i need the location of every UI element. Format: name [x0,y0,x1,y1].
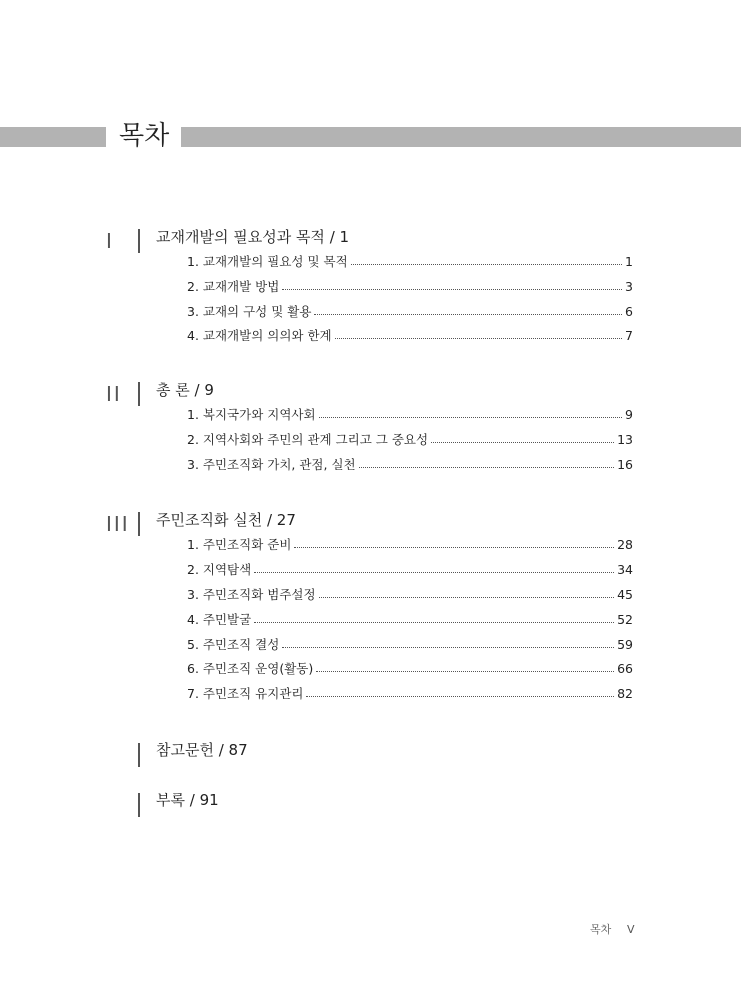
toc-entry-page: 59 [617,637,633,652]
toc-entry-page: 3 [625,279,633,294]
chapter-3-numeral: III [106,512,130,536]
footer-page-number: V [627,923,635,936]
toc-entry[interactable] [187,456,633,474]
toc-entry-page: 82 [617,686,633,701]
toc-entry-page: 1 [625,254,633,269]
title-band-left [0,127,106,147]
dot-leader [431,441,614,443]
chapter-2-title[interactable]: 총 론 / 9 [156,381,214,399]
toc-entry[interactable] [187,406,633,424]
toc-entry[interactable] [187,253,633,271]
toc-entry-page: 13 [617,432,633,447]
toc-entry-page: 28 [617,537,633,552]
chapter-2-divider [138,382,140,406]
toc-entry[interactable] [187,586,633,604]
toc-entry-label: 3. 주민조직화 가치, 관점, 실천 [187,457,356,472]
toc-entry[interactable] [187,431,633,449]
toc-entry[interactable] [187,561,633,579]
chapter-1-title[interactable]: 교재개발의 필요성과 목적 / 1 [156,228,350,246]
toc-entry[interactable] [187,660,633,678]
toc-entry[interactable] [187,636,633,654]
chapter-2-numeral: II [106,382,122,406]
toc-entry-label: 1. 복지국가와 지역사회 [187,407,316,422]
toc-entry[interactable] [187,685,633,703]
toc-entry[interactable] [187,611,633,629]
dot-leader [359,466,615,468]
toc-entry-label: 3. 주민조직화 범주설정 [187,587,316,602]
toc-entry-page: 9 [625,407,633,422]
toc-entry-label: 2. 지역사회와 주민의 관계 그리고 그 중요성 [187,432,429,447]
toc-entry-page: 7 [625,328,633,343]
chapter-3-divider [138,512,140,536]
dot-leader [316,670,614,672]
chapter-1-numeral: I [106,229,114,253]
toc-entry-page: 66 [617,661,633,676]
chapter-1-divider [138,229,140,253]
dot-leader [335,337,622,339]
toc-entry-page: 34 [617,562,633,577]
toc-entry-label: 5. 주민조직 결성 [187,637,280,652]
toc-entry[interactable] [187,278,633,296]
footer-section-label: 목차 [590,923,612,936]
dot-leader [254,621,614,623]
toc-entry-label: 3. 교재의 구성 및 활용 [187,304,312,319]
dot-leader [314,313,622,315]
toc-entry-label: 2. 지역탐색 [187,562,252,577]
toc-entry-page: 45 [617,587,633,602]
appendix-title[interactable]: 부록 / 91 [156,791,219,809]
toc-entry-label: 4. 주민발굴 [187,612,252,627]
toc-entry-label: 1. 교재개발의 필요성 및 목적 [187,254,348,269]
toc-entry-label: 7. 주민조직 유지관리 [187,686,304,701]
dot-leader [282,646,614,648]
references-title[interactable]: 참고문헌 / 87 [156,741,248,759]
dot-leader [306,695,614,697]
appendix-divider [138,793,140,817]
dot-leader [351,263,622,265]
toc-entry-page: 16 [617,457,633,472]
dot-leader [319,416,622,418]
toc-entry[interactable] [187,327,633,345]
toc-entry-label: 2. 교재개발 방법 [187,279,280,294]
chapter-3-title[interactable]: 주민조직화 실천 / 27 [156,511,296,529]
dot-leader [294,546,614,548]
toc-entry[interactable] [187,536,633,554]
page-title: 목차 [119,121,170,151]
title-band-right [181,127,741,147]
dot-leader [282,288,622,290]
toc-entry-page: 52 [617,612,633,627]
dot-leader [254,571,614,573]
toc-entry-label: 1. 주민조직화 준비 [187,537,292,552]
toc-entry-page: 6 [625,304,633,319]
dot-leader [319,596,615,598]
toc-entry[interactable] [187,303,633,321]
references-divider [138,743,140,767]
toc-entry-label: 6. 주민조직 운영(활동) [187,661,314,676]
toc-entry-label: 4. 교재개발의 의의와 한계 [187,328,332,343]
